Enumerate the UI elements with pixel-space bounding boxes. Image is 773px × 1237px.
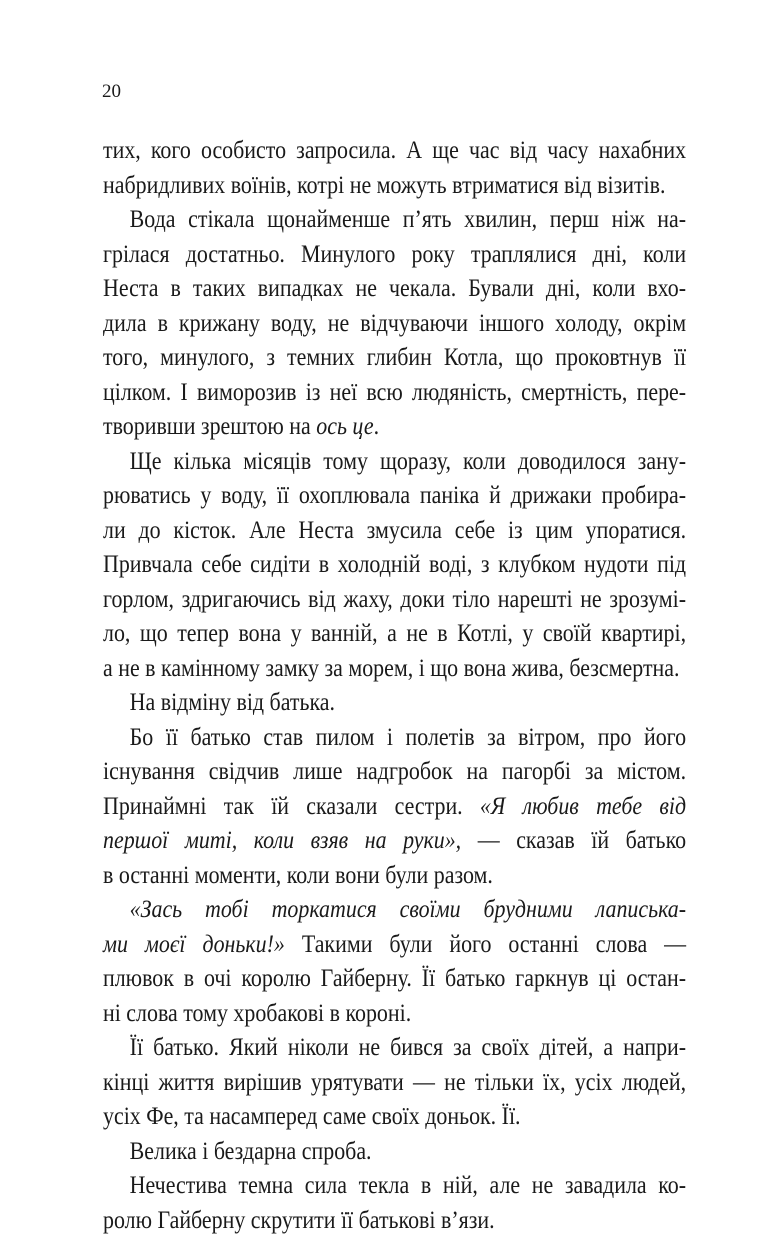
text-line: [103, 927, 686, 962]
text-segment: рюватись у воду, її охоплювала паніка й дрижаки пробира-: [103, 480, 686, 509]
text-segment: .: [374, 411, 379, 440]
text-line: [103, 651, 686, 686]
text-line: [103, 547, 686, 582]
text-segment: На відміну від батька.: [130, 687, 335, 716]
text-segment: горлом, здригаючись від жаху, доки тіло нарешті не зрозумі-: [103, 584, 686, 613]
text-segment: дила в крижану воду, не відчуваючи іншого холоду, окрім: [103, 308, 686, 337]
text-line: [103, 306, 686, 341]
text-line: [103, 1134, 686, 1169]
page-number: 20: [102, 80, 121, 104]
text-segment: Ще кілька місяців тому щоразу, коли доводилося зану-: [130, 446, 686, 475]
text-segment: Неста в таких випадках не чекала. Бували дні, коли вхо-: [103, 273, 686, 302]
text-segment: набридливих воїнів, котрі не можуть втриматися від візитів.: [103, 170, 665, 199]
text-line: [103, 1168, 686, 1203]
text-line: [103, 444, 686, 479]
text-line: [103, 237, 686, 272]
italic-text-segment: ми моєї доньки!»: [103, 929, 285, 958]
text-segment: Привчала себе сидіти в холодній воді, з клубком нудоти під: [103, 549, 686, 578]
text-segment: творивши зрештою на: [103, 411, 316, 440]
text-segment: Бо її батько став пилом і полетів за вітром, про його: [130, 722, 686, 751]
text-segment: ло, що тепер вона у ванній, а не в Котлі, у своїй квартирі,: [103, 618, 686, 647]
text-segment: Велика і бездарна спроба.: [130, 1136, 372, 1165]
text-segment: ні слова тому хробакові в короні.: [103, 998, 411, 1027]
text-segment: тих, кого особисто запросила. А ще час від часу нахабних: [103, 135, 686, 164]
text-line: [103, 720, 686, 755]
italic-text-segment: «Я любив тебе від: [480, 791, 686, 820]
text-segment: Вода стікала щонайменше п’ять хвилин, перш ніж на-: [130, 204, 686, 233]
text-line: [103, 858, 686, 893]
text-line: [103, 409, 686, 444]
text-line: [103, 1065, 686, 1100]
text-line: [103, 582, 686, 617]
text-line: [103, 271, 686, 306]
text-line: [103, 168, 686, 203]
text-line: [103, 961, 686, 996]
text-segment: — сказав їй батько: [461, 825, 686, 854]
text-line: [103, 478, 686, 513]
italic-text-segment: «Зась тобі торкатися своїми брудними лаписька-: [130, 894, 686, 923]
text-line: [103, 375, 686, 410]
text-line: [103, 616, 686, 651]
text-segment: а не в камінному замку за морем, і що вона жива, безсмертна.: [103, 653, 679, 682]
text-line: [103, 823, 686, 858]
text-segment: в останні моменти, коли вони були разом.: [103, 860, 493, 889]
text-segment: грілася достатньо. Минулого року траплялися дні, коли: [103, 239, 686, 268]
text-line: [103, 340, 686, 375]
text-segment: Такими були його останні слова —: [285, 929, 686, 958]
text-line: [103, 996, 686, 1031]
text-segment: ли до кісток. Але Неста змусила себе із цим упоратися.: [103, 515, 686, 544]
text-segment: ролю Гайберну скрутити її батькові в’язи.: [103, 1205, 495, 1234]
body-text: [103, 133, 686, 1237]
text-line: [103, 685, 686, 720]
text-line: [103, 513, 686, 548]
text-line: [103, 133, 686, 168]
italic-text-segment: ось це: [316, 411, 373, 440]
text-line: [103, 754, 686, 789]
text-segment: цілком. І виморозив із неї всю людяність, смертність, пере-: [103, 377, 686, 406]
text-line: [103, 1203, 686, 1237]
text-line: [103, 1099, 686, 1134]
text-line: [103, 1030, 686, 1065]
text-segment: усіх Фе, та насамперед саме своїх доньок. Її.: [103, 1101, 521, 1130]
text-segment: існування свідчив лише надгробок на пагорбі за містом.: [103, 756, 686, 785]
text-segment: кінці життя вирішив урятувати — не тільки їх, усіх людей,: [103, 1067, 686, 1096]
text-line: [103, 892, 686, 927]
text-segment: Принаймні так їй сказали сестри.: [103, 791, 480, 820]
text-segment: Нечестива темна сила текла в ній, але не завадила ко-: [130, 1170, 686, 1199]
text-line: [103, 789, 686, 824]
text-line: [103, 202, 686, 237]
italic-text-segment: першої миті, коли взяв на руки»,: [103, 825, 461, 854]
text-segment: того, минулого, з темних глибин Котла, що проковтнув її: [103, 342, 686, 371]
text-segment: плювок в очі королю Гайберну. Її батько гаркнув ці остан-: [103, 963, 686, 992]
text-segment: Її батько. Який ніколи не бився за своїх дітей, а напри-: [130, 1032, 686, 1061]
